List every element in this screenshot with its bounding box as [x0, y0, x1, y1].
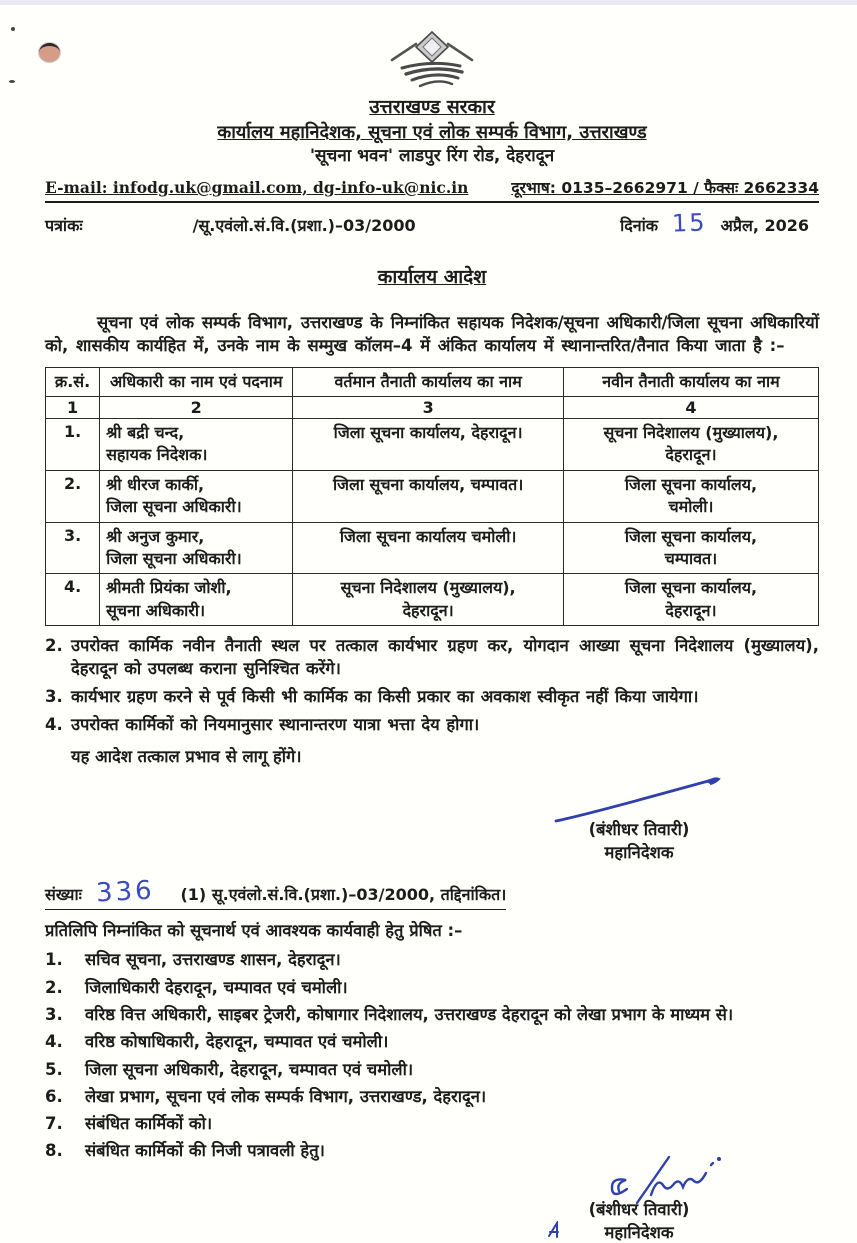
order-conditions	[45, 634, 819, 736]
colnum-2: 2	[100, 396, 293, 418]
row-current-office: जिला सूचना कार्यालय चमोली।	[293, 522, 564, 574]
row-new-office: सूचना निदेशालय (मुख्यालय), देहरादून।	[563, 418, 818, 470]
effective-immediately-line: यह आदेश तत्काल प्रभाव से लागू होंगे।	[71, 747, 302, 767]
row-new-office: जिला सूचना कार्यालय, देहरादून।	[563, 574, 818, 626]
column-number-row	[46, 396, 819, 418]
row-officer	[100, 522, 293, 574]
list-item: 4. वरिष्ठ कोषाधिकारी, देहरादून, चम्पावत एवं चमोली।	[45, 1032, 389, 1052]
signatory-name: (बंशीधर तिवारी)	[588, 820, 690, 840]
government-name: उत्तराखण्ड सरकार	[369, 96, 495, 118]
row-current-office: सूचना निदेशालय (मुख्यालय), देहरादून।	[293, 574, 564, 626]
order-intro-paragraph: सूचना एवं लोक सम्पर्क विभाग, उत्तराखण्ड के निम्नांकित सहायक निदेशक/सूचना अधिकारी/जिला सूचना अधिकारियों को, शासकीय कार्यहित में, उनके नाम के सम्मुख कॉलम–4 में अंकित कार्यालय में स्थानान्तरित/तैनात किया जाता है :–	[45, 312, 819, 355]
letterhead	[45, 30, 819, 96]
table-header-row	[46, 368, 819, 397]
handwritten-signature-script	[607, 1151, 757, 1211]
list-item: 3. वरिष्ठ वित्त अधिकारी, साइबर ट्रेजरी, कोषागार निदेशालय, उत्तराखण्ड देहरादून को लेखा प्रभाग के माध्यम से।	[45, 1004, 734, 1024]
reference-row	[45, 209, 819, 237]
row-current-office: जिला सूचना कार्यालय, चम्पावत।	[293, 470, 564, 522]
row-current-office: जिला सूचना कार्यालय, देहरादून।	[293, 418, 564, 470]
table-row	[46, 574, 819, 626]
office-name: कार्यालय महानिदेशक, सूचना एवं लोक सम्पर्क विभाग, उत्तराखण्ड	[217, 121, 647, 143]
col-header-name: अधिकारी का नाम एवं पदनाम	[100, 368, 293, 397]
office-address: 'सूचना भवन' लाडपुर रिंग रोड, देहरादून	[309, 146, 555, 167]
list-item: 7. संबंधित कार्मिकों को।	[45, 1114, 213, 1134]
col-header-sn: क्र.सं.	[46, 368, 100, 397]
table-row	[46, 522, 819, 574]
condition-text: उपरोक्त कार्मिक नवीन तैनाती स्थल पर तत्काल कार्यभार ग्रहण कर, योगदान आख्या सूचना निदेशालय (मुख्यालय), देहरादून को उपलब्ध कराना सुनिश्चित करेंगे।	[71, 636, 819, 679]
copy-forward-line: प्रतिलिपि निम्नांकित को सूचनार्थ एवं आवश्यक कार्यवाही हेतु प्रेषित :–	[45, 921, 463, 941]
signatory-name: (बंशीधर तिवारी)	[588, 1199, 690, 1219]
col-header-current: वर्तमान तैनाती कार्यालय का नाम	[293, 368, 564, 397]
table-row	[46, 470, 819, 522]
condition-number: 4.	[45, 715, 63, 735]
date-month-year: अप्रैल, 2026	[720, 215, 809, 235]
colnum-4: 4	[563, 396, 818, 418]
row-officer	[100, 418, 293, 470]
dispatch-number-row	[45, 877, 506, 910]
handwritten-date-day: 15	[671, 207, 708, 238]
colnum-3: 3	[293, 396, 564, 418]
officer-name: श्री अनुज कुमार,	[106, 526, 205, 546]
condition-number: 3.	[45, 687, 63, 707]
transfer-table	[45, 367, 819, 626]
condition-text: कार्यभार ग्रहण करने से पूर्व किसी भी कार्मिक का किसी प्रकार का अवकाश स्वीकृत नहीं किया जायेगा।	[71, 687, 699, 707]
signature-block	[529, 1197, 749, 1243]
condition-item	[45, 685, 819, 708]
list-item: 8. संबंधित कार्मिकों की निजी पत्रावली हेतु।	[45, 1141, 325, 1161]
condition-item	[45, 713, 819, 736]
condition-number: 2.	[45, 636, 63, 656]
phone-fax-text: दूरभाष: 0135–2662971 / फैक्सः 2662334	[511, 178, 819, 197]
dispatch-ref-text: (1) सू.एवंलो.सं.वि.(प्रशा.)–03/2000, तद्दिनांकित।	[180, 885, 507, 905]
email-text: E-mail: infodg.uk@gmail.com, dg-info-uk@nic.in	[45, 177, 469, 197]
date-label: दिनांक	[620, 215, 659, 235]
handwritten-initial-mark	[547, 1221, 561, 1239]
row-sn: 3.	[46, 522, 100, 574]
list-item: 1. सचिव सूचना, उत्तराखण्ड शासन, देहरादून।	[45, 950, 341, 970]
uttarakhand-emblem-icon	[384, 30, 480, 92]
letter-number-label: पत्रांकः	[45, 215, 83, 235]
officer-designation: जिला सूचना अधिकारी।	[106, 548, 242, 568]
colnum-1: 1	[46, 396, 100, 418]
copy-recipients-list	[45, 949, 819, 1162]
list-item: 5. जिला सूचना अधिकारी, देहरादून, चम्पावत एवं चमोली।	[45, 1059, 414, 1079]
row-officer	[100, 574, 293, 626]
officer-designation: जिला सूचना अधिकारी।	[106, 497, 242, 517]
order-title: कार्यालय आदेश	[377, 265, 487, 288]
row-sn: 1.	[46, 418, 100, 470]
condition-item	[45, 634, 819, 680]
signature-block	[529, 773, 749, 863]
table-row	[46, 418, 819, 470]
officer-designation: सहायक निदेशक।	[106, 445, 208, 465]
row-officer	[100, 470, 293, 522]
row-sn: 2.	[46, 470, 100, 522]
signatory-designation: महानिदेशक	[604, 1222, 674, 1242]
officer-name: श्री धीरज कार्की,	[106, 474, 205, 494]
letter-date	[620, 209, 809, 237]
letter-number: /सू.एवंलो.सं.वि.(प्रशा.)–03/2000	[192, 215, 416, 235]
officer-designation: सूचना अधिकारी।	[106, 600, 206, 620]
signatory-designation: महानिदेशक	[604, 843, 674, 863]
officer-name: श्री बद्री चन्द,	[106, 422, 185, 442]
list-item: 2. जिलाधिकारी देहरादून, चम्पावत एवं चमोली।	[45, 977, 348, 997]
row-new-office: जिला सूचना कार्यालय, चमोली।	[563, 470, 818, 522]
list-item: 6. लेखा प्रभाग, सूचना एवं लोक सम्पर्क विभाग, उत्तराखण्ड, देहरादून।	[45, 1086, 487, 1106]
row-new-office: जिला सूचना कार्यालय, चम्पावत।	[563, 522, 818, 574]
condition-text: उपरोक्त कार्मिकों को नियमानुसार स्थानान्तरण यात्रा भत्ता देय होगा।	[71, 715, 480, 735]
officer-name: श्रीमती प्रियंका जोशी,	[106, 578, 232, 598]
col-header-new: नवीन तैनाती कार्यालय का नाम	[563, 368, 818, 397]
handwritten-dispatch-number: 336	[95, 875, 156, 909]
dispatch-number-label: संख्याः	[45, 885, 82, 905]
contact-row	[45, 176, 819, 203]
row-sn: 4.	[46, 574, 100, 626]
